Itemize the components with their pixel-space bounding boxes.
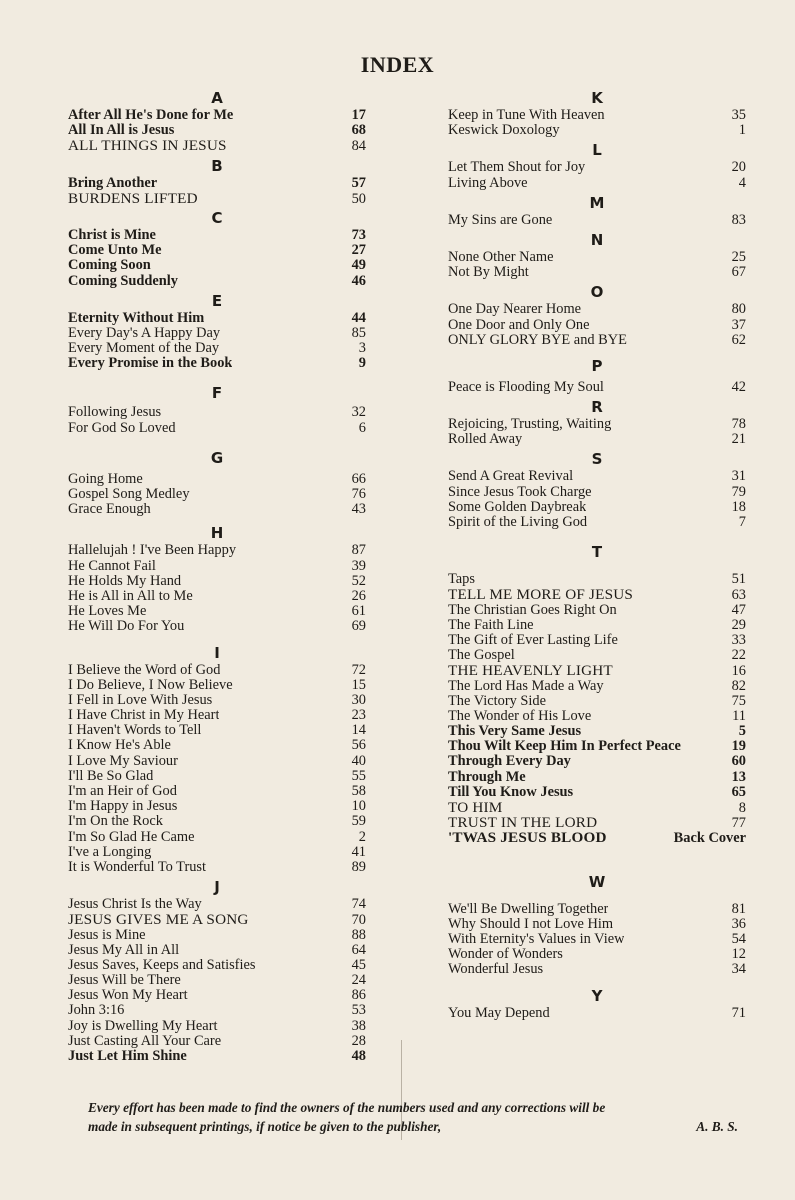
- index-entry: [68, 405, 366, 420]
- index-entry: [448, 694, 746, 709]
- index-entry: [68, 799, 366, 814]
- index-entry: [448, 572, 746, 587]
- entry-title: I Haven't Words to Tell: [68, 723, 202, 739]
- entry-title: Living Above: [448, 175, 528, 191]
- index-entry: [68, 754, 366, 769]
- entry-page-number: 76: [351, 486, 366, 502]
- index-entry: [68, 543, 366, 558]
- entry-title: TRUST IN THE LORD: [448, 815, 598, 831]
- entry-title: Jesus Christ Is the Way: [68, 897, 202, 913]
- entry-title: I'm On the Rock: [68, 814, 163, 830]
- entry-title: 'TWAS JESUS BLOOD: [448, 830, 607, 846]
- entry-title: Spirit of the Living God: [448, 515, 588, 530]
- entry-title: He Loves Me: [68, 604, 147, 620]
- index-entry: [448, 485, 746, 500]
- section-letter-r: R: [591, 398, 603, 417]
- entry-page-number: Back Cover: [673, 830, 746, 847]
- entry-page-number: 75: [731, 692, 746, 709]
- entry-page-number: 85: [351, 324, 366, 341]
- index-entry: [68, 678, 366, 693]
- entry-page-number: 77: [731, 815, 746, 832]
- entry-title: I Have Christ in My Heart: [68, 708, 220, 724]
- entry-page-number: 18: [731, 498, 746, 515]
- index-entry: [448, 902, 746, 917]
- entry-title: The Victory Side: [448, 693, 546, 709]
- index-entry: [68, 421, 366, 436]
- entry-title: Rejoicing, Trusting, Waiting: [448, 417, 612, 433]
- index-entry: [68, 897, 366, 912]
- index-entry: [448, 123, 746, 138]
- entry-title: My Sins are Gone: [448, 212, 553, 228]
- index-entry: [448, 417, 746, 432]
- entry-title: We'll Be Dwelling Together: [448, 901, 609, 917]
- index-entry: [68, 228, 366, 243]
- entry-page-number: 19: [731, 738, 746, 755]
- entry-title: Let Them Shout for Joy: [448, 160, 586, 176]
- entry-page-number: 63: [731, 587, 746, 604]
- entry-page-number: 65: [731, 783, 746, 800]
- index-entry: [68, 1034, 366, 1049]
- entry-page-number: 34: [731, 961, 746, 978]
- index-entry: [448, 754, 746, 769]
- entry-title: Wonder of Wonders: [448, 947, 563, 963]
- index-entry: [448, 815, 746, 830]
- entry-page-number: 6: [358, 419, 366, 436]
- section-letter-b: B: [211, 156, 223, 175]
- index-entry: [68, 973, 366, 988]
- entry-title: The Faith Line: [448, 617, 534, 633]
- entry-page-number: 89: [351, 858, 366, 875]
- entry-page-number: 40: [351, 752, 366, 769]
- entry-title: Jesus Won My Heart: [68, 988, 188, 1004]
- index-entry: [448, 663, 746, 678]
- entry-title: Following Jesus: [68, 405, 162, 421]
- entry-title: Wonderful Jesus: [448, 962, 544, 978]
- page-title: INDEX: [360, 52, 435, 77]
- section-letter-i: I: [214, 643, 220, 662]
- entry-page-number: 13: [731, 768, 746, 785]
- entry-title: I'm So Glad He Came: [68, 829, 195, 845]
- entry-title: Peace is Flooding My Soul: [448, 379, 604, 395]
- index-entry: [448, 318, 746, 333]
- index-entry: [448, 213, 746, 228]
- entry-title: I Fell in Love With Jesus: [68, 692, 213, 708]
- index-entry: [68, 1019, 366, 1034]
- entry-page-number: 81: [731, 900, 746, 917]
- entry-title: TO HIM: [448, 800, 503, 816]
- entry-page-number: 3: [358, 340, 366, 357]
- entry-page-number: 42: [731, 378, 746, 395]
- entry-title: Taps: [448, 572, 475, 588]
- entry-title: One Day Nearer Home: [448, 302, 582, 318]
- index-entry: [448, 648, 746, 663]
- entry-page-number: 15: [351, 676, 366, 693]
- entry-page-number: 25: [731, 248, 746, 265]
- entry-title: Every Moment of the Day: [68, 341, 220, 357]
- index-left-column: [68, 86, 366, 1064]
- entry-title: Grace Enough: [68, 502, 151, 518]
- entry-title: I Believe the Word of God: [68, 662, 221, 678]
- entry-page-number: 73: [351, 226, 366, 243]
- entry-page-number: 11: [732, 707, 746, 724]
- footer-line-1: Every effort has been made to find the owners of the numbers used and any corrections will be: [88, 1100, 606, 1115]
- entry-title: Jesus Will be There: [68, 973, 181, 989]
- index-entry: [68, 723, 366, 738]
- index-entry: [68, 604, 366, 619]
- entry-page-number: 44: [351, 309, 366, 326]
- index-entry: [448, 176, 746, 191]
- index-entry: [68, 912, 366, 927]
- entry-page-number: 29: [731, 616, 746, 633]
- entry-page-number: 68: [351, 122, 366, 139]
- index-entry: [68, 708, 366, 723]
- entry-page-number: 23: [351, 707, 366, 724]
- entry-title: None Other Name: [448, 249, 554, 265]
- entry-page-number: 78: [731, 416, 746, 433]
- index-entry: [448, 724, 746, 739]
- section-letter-c: C: [211, 208, 223, 227]
- index-entry: [68, 814, 366, 829]
- entry-title: I'm Happy in Jesus: [68, 799, 178, 815]
- entry-page-number: 37: [731, 316, 746, 333]
- index-entry: [448, 469, 746, 484]
- entry-title: I Know He's Able: [68, 738, 171, 754]
- entry-title: All In All is Jesus: [68, 123, 175, 139]
- section-letter-o: O: [590, 283, 604, 302]
- entry-page-number: 2: [358, 828, 366, 845]
- section-letter-e: E: [211, 291, 223, 310]
- entry-page-number: 51: [731, 571, 746, 588]
- entry-title: Coming Suddenly: [68, 273, 178, 289]
- entry-page-number: 22: [731, 647, 746, 664]
- entry-page-number: 45: [351, 956, 366, 973]
- entry-title: Jesus Saves, Keeps and Satisfies: [68, 957, 256, 973]
- entry-title: Eternity Without Him: [68, 310, 205, 326]
- footer-note: [88, 1098, 738, 1136]
- index-entry: [448, 947, 746, 962]
- index-entry: [68, 738, 366, 753]
- index-entry: [68, 559, 366, 574]
- entry-page-number: 33: [731, 631, 746, 648]
- entry-page-number: 70: [351, 912, 366, 929]
- index-entry: [68, 988, 366, 1003]
- entry-page-number: 7: [738, 514, 746, 530]
- entry-page-number: 43: [351, 501, 366, 518]
- index-entry: [68, 472, 366, 487]
- entry-title: You May Depend: [448, 1005, 550, 1021]
- index-entry: [68, 928, 366, 943]
- index-entry: [68, 845, 366, 860]
- index-entry: [448, 770, 746, 785]
- entry-title: The Lord Has Made a Way: [448, 678, 604, 694]
- index-entry: [68, 108, 366, 123]
- index-entry: [68, 502, 366, 517]
- index-entry: [68, 943, 366, 958]
- entry-title: Every Promise in the Book: [68, 356, 233, 372]
- entry-page-number: 72: [351, 661, 366, 678]
- entry-page-number: 54: [731, 930, 746, 947]
- entry-page-number: 84: [351, 138, 366, 155]
- entry-title: Keswick Doxology: [448, 123, 560, 139]
- index-entry: [68, 830, 366, 845]
- entry-page-number: 60: [731, 753, 746, 770]
- section-letter-w: W: [588, 872, 606, 891]
- index-entry: [68, 958, 366, 973]
- entry-page-number: 35: [731, 107, 746, 123]
- index-entry: [448, 932, 746, 947]
- entry-title: Hallelujah ! I've Been Happy: [68, 543, 237, 559]
- index-entry: [448, 618, 746, 633]
- index-entry: [68, 1049, 366, 1064]
- entry-title: John 3:16: [68, 1003, 125, 1019]
- entry-page-number: 87: [351, 542, 366, 559]
- section-letter-h: H: [210, 524, 224, 543]
- index-entry: [448, 432, 746, 447]
- entry-title: Through Me: [448, 769, 526, 785]
- entry-title: Keep in Tune With Heaven: [448, 108, 605, 123]
- section-letter-m: M: [589, 193, 605, 212]
- entry-page-number: 48: [351, 1048, 366, 1064]
- footer-line-2: made in subsequent printings, if notice be given to the publisher,: [88, 1119, 442, 1134]
- entry-title: Thou Wilt Keep Him In Perfect Peace: [448, 739, 681, 755]
- entry-page-number: 69: [351, 618, 366, 635]
- entry-title: JESUS GIVES ME A SONG: [68, 912, 249, 928]
- entry-page-number: 74: [351, 896, 366, 913]
- entry-page-number: 24: [351, 972, 366, 989]
- entry-page-number: 83: [731, 211, 746, 228]
- entry-page-number: 53: [351, 1002, 366, 1019]
- entry-title: TELL ME MORE OF JESUS: [448, 587, 634, 603]
- entry-page-number: 56: [351, 737, 366, 754]
- entry-page-number: 27: [351, 242, 366, 259]
- section-letter-n: N: [590, 230, 604, 249]
- entry-page-number: 47: [731, 601, 746, 618]
- index-entry: [448, 380, 746, 395]
- entry-title: The Gospel: [448, 648, 515, 664]
- entry-title: He is All in All to Me: [68, 588, 193, 604]
- entry-page-number: 12: [731, 946, 746, 963]
- index-entry: [448, 633, 746, 648]
- entry-title: BURDENS LIFTED: [68, 190, 198, 206]
- footer-signature: A. B. S.: [696, 1119, 738, 1134]
- index-entry: [448, 500, 746, 515]
- entry-page-number: 86: [351, 987, 366, 1004]
- section-letter-a: A: [211, 89, 223, 107]
- entry-page-number: 21: [731, 431, 746, 448]
- entry-title: Jesus is Mine: [68, 927, 146, 943]
- entry-page-number: 88: [351, 926, 366, 943]
- section-letter-j: J: [214, 878, 220, 897]
- index-entry: [68, 356, 366, 371]
- entry-title: Till You Know Jesus: [448, 784, 574, 800]
- entry-title: Joy is Dwelling My Heart: [68, 1018, 218, 1034]
- index-entry: [68, 784, 366, 799]
- index-entry: [448, 830, 746, 845]
- index-entry: [448, 800, 746, 815]
- entry-title: He Will Do For You: [68, 619, 185, 635]
- section-letter-k: K: [591, 89, 603, 107]
- entry-title: With Eternity's Values in View: [448, 931, 625, 947]
- index-entry: [448, 739, 746, 754]
- entry-title: The Wonder of His Love: [448, 708, 592, 724]
- entry-title: Going Home: [68, 471, 143, 487]
- index-entry: [448, 679, 746, 694]
- section-letter-f: F: [211, 384, 223, 403]
- entry-page-number: 28: [351, 1032, 366, 1049]
- entry-page-number: 36: [731, 915, 746, 932]
- index-entry: [448, 160, 746, 175]
- entry-page-number: 82: [731, 677, 746, 694]
- entry-title: Rolled Away: [448, 432, 523, 448]
- entry-page-number: 1: [738, 122, 746, 139]
- entry-title: For God So Loved: [68, 420, 176, 436]
- entry-title: I Love My Saviour: [68, 753, 178, 769]
- entry-page-number: 26: [351, 587, 366, 604]
- index-entry: [448, 785, 746, 800]
- entry-page-number: 20: [731, 159, 746, 176]
- entry-title: Coming Soon: [68, 258, 151, 274]
- entry-page-number: 62: [731, 331, 746, 348]
- index-entry: [448, 603, 746, 618]
- entry-page-number: 5: [738, 723, 746, 740]
- section-letter-p: P: [591, 356, 603, 375]
- entry-title: I Do Believe, I Now Believe: [68, 677, 233, 693]
- entry-title: ONLY GLORY BYE and BYE: [448, 332, 627, 348]
- entry-page-number: 57: [351, 174, 366, 191]
- index-entry: [68, 258, 366, 273]
- footer-line-2-row: [88, 1117, 738, 1136]
- entry-title: Come Unto Me: [68, 243, 162, 259]
- entry-page-number: 8: [738, 800, 746, 816]
- entry-title: Bring Another: [68, 175, 158, 191]
- entry-page-number: 30: [351, 691, 366, 708]
- index-entry: [448, 250, 746, 265]
- entry-title: After All He's Done for Me: [68, 108, 234, 123]
- entry-title: The Christian Goes Right On: [448, 602, 617, 618]
- entry-page-number: 9: [358, 355, 366, 372]
- entry-title: Why Should I not Love Him: [448, 916, 614, 932]
- index-entry: [68, 619, 366, 634]
- entry-title: THE HEAVENLY LIGHT: [448, 663, 613, 679]
- entry-page-number: 31: [731, 468, 746, 485]
- entry-page-number: 59: [351, 813, 366, 830]
- entry-title: I'll Be So Glad: [68, 768, 154, 784]
- entry-title: Through Every Day: [448, 754, 571, 770]
- index-entry: [68, 341, 366, 356]
- entry-page-number: 41: [351, 843, 366, 860]
- entry-page-number: 66: [351, 470, 366, 487]
- entry-page-number: 10: [351, 798, 366, 815]
- entry-title: He Holds My Hand: [68, 573, 182, 589]
- index-entry: [448, 709, 746, 724]
- index-entry: [68, 663, 366, 678]
- index-entry: [448, 962, 746, 977]
- entry-page-number: 32: [351, 404, 366, 421]
- index-entry: [68, 487, 366, 502]
- entry-title: One Door and Only One: [448, 317, 590, 333]
- entry-page-number: 80: [731, 301, 746, 318]
- entry-page-number: 17: [351, 107, 366, 123]
- entry-page-number: 58: [351, 783, 366, 799]
- index-entry: [448, 917, 746, 932]
- entry-page-number: 64: [351, 941, 366, 958]
- index-entry: [448, 587, 746, 602]
- entry-title: Jesus My All in All: [68, 942, 180, 958]
- index-entry: [68, 1003, 366, 1018]
- index-right-column: [448, 86, 746, 1021]
- entry-title: Some Golden Daybreak: [448, 499, 587, 515]
- index-entry: [68, 274, 366, 289]
- entry-page-number: 52: [351, 572, 366, 589]
- entry-title: Send A Great Revival: [448, 469, 574, 485]
- index-entry: [448, 108, 746, 123]
- section-letter-t: T: [591, 543, 603, 562]
- index-entry: [68, 860, 366, 875]
- section-letter-l: L: [592, 141, 602, 160]
- section-letter-s: S: [591, 450, 603, 469]
- index-entry: [68, 243, 366, 258]
- index-entry: [68, 574, 366, 589]
- index-entry: [68, 123, 366, 138]
- index-entry: [68, 138, 366, 153]
- section-letter-g: G: [210, 448, 224, 467]
- entry-title: Just Let Him Shine: [68, 1049, 187, 1064]
- entry-title: Just Casting All Your Care: [68, 1033, 222, 1049]
- entry-page-number: 4: [738, 174, 746, 191]
- entry-page-number: 16: [731, 663, 746, 680]
- index-entry: [448, 515, 746, 530]
- entry-title: He Cannot Fail: [68, 558, 156, 574]
- section-letter-y: Y: [591, 986, 603, 1005]
- entry-page-number: 67: [731, 264, 746, 281]
- entry-title: ALL THINGS IN JESUS: [68, 138, 227, 154]
- index-entry: [68, 589, 366, 604]
- entry-title: Christ is Mine: [68, 227, 156, 243]
- entry-title: I've a Longing: [68, 844, 152, 860]
- entry-page-number: 38: [351, 1017, 366, 1034]
- index-entry: [68, 311, 366, 326]
- index-entry: [448, 333, 746, 348]
- entry-page-number: 79: [731, 483, 746, 500]
- index-entry: [68, 191, 366, 206]
- entry-title: The Gift of Ever Lasting Life: [448, 632, 618, 648]
- entry-title: I'm an Heir of God: [68, 784, 177, 799]
- index-entry: [448, 265, 746, 280]
- entry-title: Every Day's A Happy Day: [68, 325, 221, 341]
- index-entry: [68, 176, 366, 191]
- entry-title: This Very Same Jesus: [448, 724, 582, 740]
- index-entry: [448, 302, 746, 317]
- entry-title: Since Jesus Took Charge: [448, 484, 592, 500]
- entry-title: Not By Might: [448, 265, 529, 281]
- entry-page-number: 14: [351, 722, 366, 739]
- entry-title: It is Wonderful To Trust: [68, 859, 207, 875]
- entry-page-number: 39: [351, 557, 366, 574]
- entry-title: Gospel Song Medley: [68, 487, 190, 502]
- index-entry: [68, 326, 366, 341]
- entry-page-number: 71: [731, 1004, 746, 1021]
- index-entry: [68, 693, 366, 708]
- index-entry: [68, 769, 366, 784]
- index-entry: [448, 1006, 746, 1021]
- entry-page-number: 55: [351, 767, 366, 784]
- entry-page-number: 50: [351, 190, 366, 207]
- entry-page-number: 49: [351, 257, 366, 274]
- entry-page-number: 46: [351, 272, 366, 289]
- entry-page-number: 61: [351, 603, 366, 620]
